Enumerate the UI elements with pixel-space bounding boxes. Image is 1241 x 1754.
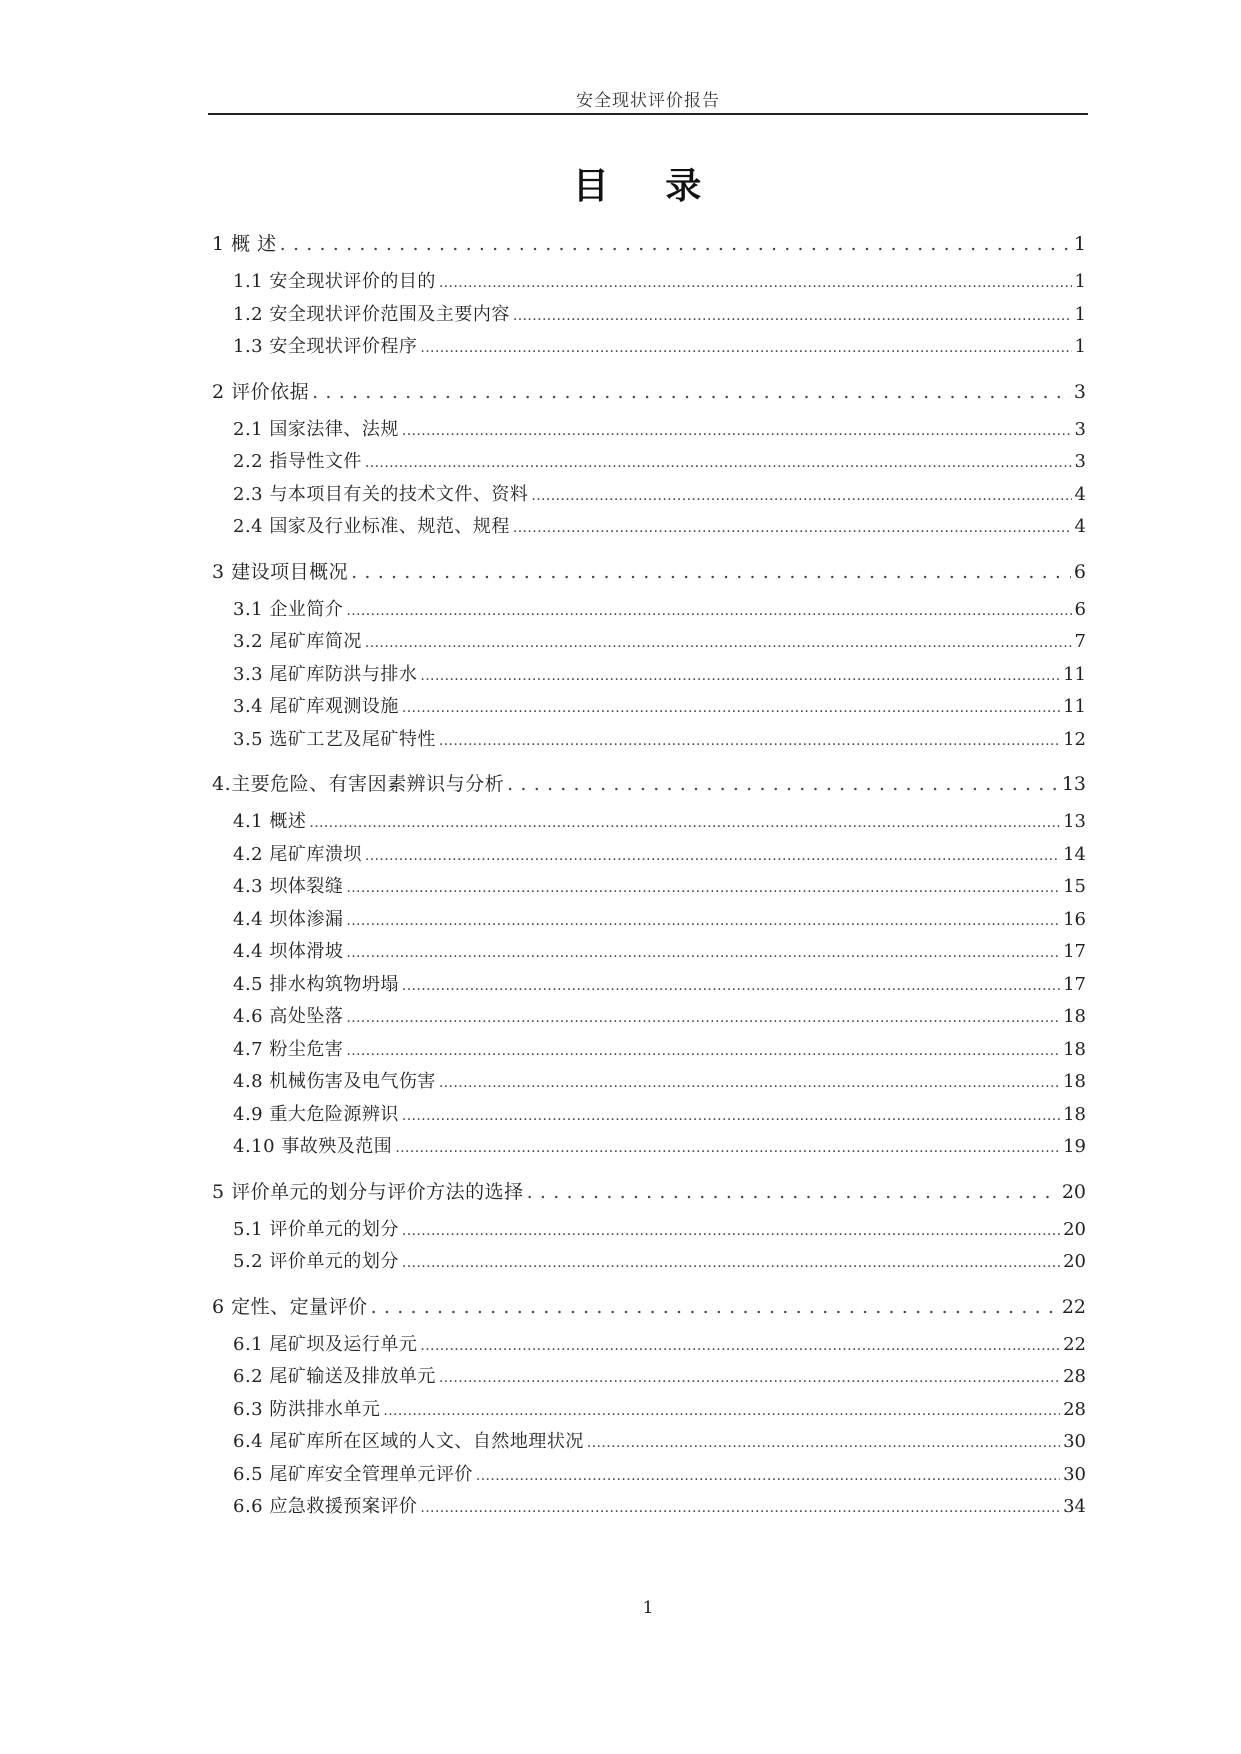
toc-entry-page: 6 <box>1073 560 1086 583</box>
dot-leader <box>371 1291 1059 1323</box>
toc-section-entry[interactable] <box>212 479 1086 512</box>
dot-leader <box>439 724 1060 758</box>
toc-entry-label: 2 评价依据 <box>212 380 310 403</box>
toc-entry-label: 6.1 尾矿坝及运行单元 <box>233 1333 418 1355</box>
dot-leader <box>365 626 1072 660</box>
toc-entry-page: 12 <box>1063 728 1086 750</box>
toc-entry-page: 6 <box>1074 598 1086 620</box>
toc-entry-page: 3 <box>1074 451 1086 472</box>
dot-leader <box>439 1066 1060 1100</box>
toc-entry-label: 4.1 概述 <box>233 811 307 832</box>
toc-section-entry[interactable] <box>212 299 1086 332</box>
toc-entry-label: 4.10 事故殃及范围 <box>233 1136 393 1157</box>
toc-entry-label: 6.5 尾矿库安全管理单元评价 <box>233 1463 473 1485</box>
toc-entry-page: 28 <box>1063 1398 1086 1420</box>
toc-title: 目 录 <box>572 166 724 207</box>
toc-section-entry[interactable] <box>212 511 1086 544</box>
dot-leader <box>346 871 1060 905</box>
toc-section-entry[interactable] <box>212 266 1086 299</box>
toc-entry-label: 4.5 排水构筑物坍塌 <box>233 973 399 995</box>
toc-entry-page: 20 <box>1063 1251 1086 1272</box>
toc-entry-page: 13 <box>1061 773 1086 795</box>
toc-section-entry[interactable] <box>212 936 1086 969</box>
toc-entry-page: 17 <box>1063 941 1086 962</box>
toc-entry-page: 22 <box>1063 1333 1086 1355</box>
toc-section-entry[interactable] <box>212 1034 1086 1067</box>
dot-leader <box>402 969 1060 1003</box>
toc-section-entry[interactable] <box>212 414 1086 447</box>
dot-leader <box>280 228 1071 260</box>
toc-entry-label: 5.2 评价单元的划分 <box>233 1251 399 1272</box>
toc-section-entry[interactable] <box>212 1131 1086 1164</box>
dot-leader <box>346 1034 1060 1068</box>
toc-section-entry[interactable] <box>212 1459 1086 1492</box>
dot-leader <box>395 1131 1060 1165</box>
toc-chapter-entry[interactable] <box>212 228 1086 260</box>
dot-leader <box>346 1001 1060 1035</box>
toc-entry-label: 3 建设项目概况 <box>212 560 349 583</box>
toc-entry-label: 1.1 安全现状评价的目的 <box>233 271 436 292</box>
dot-leader <box>439 1361 1060 1395</box>
toc-entry-label: 4.2 尾矿库溃坝 <box>233 843 362 865</box>
toc-entry-label: 2.1 国家法律、法规 <box>233 418 399 440</box>
toc-entry-page: 17 <box>1063 973 1086 995</box>
toc-section-entry[interactable] <box>212 1426 1086 1459</box>
toc-entry-label: 4.8 机械伤害及电气伤害 <box>233 1071 436 1092</box>
toc-entry-label: 3.1 企业简介 <box>233 598 344 620</box>
toc-entry-page: 1 <box>1074 336 1086 357</box>
toc-entry-label: 3.5 选矿工艺及尾矿特性 <box>233 728 436 750</box>
dot-leader <box>476 1459 1060 1493</box>
toc-entry-label: 6.4 尾矿库所在区域的人文、自然地理状况 <box>233 1431 584 1452</box>
toc-section-entry[interactable] <box>212 806 1086 839</box>
toc-entry-page: 18 <box>1063 1071 1086 1092</box>
toc-entry-page: 1 <box>1073 233 1086 255</box>
toc-section-entry[interactable] <box>212 1361 1086 1394</box>
toc-entry-page: 30 <box>1063 1431 1086 1452</box>
toc-entry-label: 4.4 坝体滑坡 <box>233 941 344 962</box>
toc-entry-label: 6.2 尾矿输送及排放单元 <box>233 1366 436 1387</box>
toc-entry-page: 34 <box>1063 1496 1086 1517</box>
dot-leader <box>346 594 1071 628</box>
toc-entry-label: 4.7 粉尘危害 <box>233 1038 344 1060</box>
toc-entry-label: 3.3 尾矿库防洪与排水 <box>233 663 418 685</box>
toc-section-entry[interactable] <box>212 626 1086 659</box>
toc-section-entry[interactable] <box>212 331 1086 364</box>
toc-entry-page: 4 <box>1074 516 1086 537</box>
dot-leader <box>587 1426 1060 1460</box>
toc-entry-page: 20 <box>1061 1180 1086 1203</box>
toc-entry-page: 4 <box>1074 483 1086 505</box>
toc-section-entry[interactable] <box>212 1329 1086 1362</box>
toc-chapter-entry[interactable] <box>212 1176 1086 1208</box>
toc-entry-page: 11 <box>1063 663 1086 685</box>
dot-leader <box>309 806 1060 840</box>
dot-leader <box>402 1099 1060 1133</box>
toc-section-entry[interactable] <box>212 1066 1086 1099</box>
toc-section-entry[interactable] <box>212 1099 1086 1132</box>
toc-entry-page: 13 <box>1063 811 1086 832</box>
toc-chapter-entry[interactable] <box>212 1291 1086 1323</box>
toc-entry-page: 14 <box>1063 843 1086 865</box>
toc-entry-label: 6.6 应急救援预案评价 <box>233 1496 418 1517</box>
toc-section-entry[interactable] <box>212 1001 1086 1034</box>
toc-entry-page: 3 <box>1073 380 1086 403</box>
dot-leader <box>420 331 1071 365</box>
toc-section-entry[interactable] <box>212 691 1086 724</box>
toc-entry-page: 30 <box>1063 1463 1086 1485</box>
toc-entry-label: 2.2 指导性文件 <box>233 451 362 472</box>
dot-leader <box>365 839 1060 873</box>
toc-section-entry[interactable] <box>212 1491 1086 1524</box>
toc-entry-label: 2.3 与本项目有关的技术文件、资料 <box>233 483 529 505</box>
toc-entry-label: 3.2 尾矿库简况 <box>233 631 362 652</box>
toc-entry-label: 1.3 安全现状评价程序 <box>233 336 418 357</box>
toc-entry-page: 16 <box>1063 908 1086 930</box>
toc-section-entry[interactable] <box>212 1246 1086 1279</box>
toc-entry-label: 1 概 述 <box>212 233 277 255</box>
dot-leader <box>402 691 1060 725</box>
toc-section-entry[interactable] <box>212 871 1086 904</box>
toc-section-entry[interactable] <box>212 839 1086 872</box>
toc-entry-page: 3 <box>1074 418 1086 440</box>
dot-leader <box>365 446 1072 480</box>
dot-leader <box>420 1491 1060 1525</box>
toc-entry-page: 18 <box>1063 1006 1086 1027</box>
toc-entry-label: 4.9 重大危险源辨识 <box>233 1103 399 1125</box>
dot-leader <box>402 1214 1060 1248</box>
toc-entry-page: 22 <box>1061 1295 1086 1318</box>
toc-entry-label: 5 评价单元的划分与评价方法的选择 <box>212 1180 524 1203</box>
toc-entry-page: 11 <box>1063 696 1086 717</box>
toc-entry-label: 1.2 安全现状评价范围及主要内容 <box>233 303 510 325</box>
toc-entry-page: 19 <box>1063 1136 1086 1157</box>
toc-entry-page: 7 <box>1074 631 1086 652</box>
dot-leader <box>527 1176 1059 1208</box>
toc-entry-label: 4.主要危险、有害因素辨识与分析 <box>212 773 505 795</box>
dot-leader <box>531 479 1071 513</box>
toc-section-entry[interactable] <box>212 1214 1086 1247</box>
dot-leader <box>383 1394 1060 1428</box>
toc-entry-page: 1 <box>1074 303 1086 325</box>
dot-leader <box>346 936 1060 970</box>
toc-chapter-entry[interactable] <box>212 556 1086 588</box>
toc-entry-label: 5.1 评价单元的划分 <box>233 1218 399 1240</box>
toc-entry-label: 4.3 坝体裂缝 <box>233 876 344 897</box>
toc-section-entry[interactable] <box>212 659 1086 692</box>
dot-leader <box>513 511 1072 545</box>
dot-leader <box>346 904 1060 938</box>
toc-entry-label: 6.3 防洪排水单元 <box>233 1398 381 1420</box>
dot-leader <box>507 768 1059 800</box>
toc-section-entry[interactable] <box>212 1394 1086 1427</box>
toc-entry-label: 4.4 坝体渗漏 <box>233 908 344 930</box>
dot-leader <box>420 659 1060 693</box>
toc-entry-page: 15 <box>1063 876 1086 897</box>
toc-entry-label: 3.4 尾矿库观测设施 <box>233 696 399 717</box>
dot-leader <box>402 1246 1060 1280</box>
toc-entry-page: 28 <box>1063 1366 1086 1387</box>
table-of-contents <box>212 228 1086 1524</box>
toc-section-entry[interactable] <box>212 724 1086 757</box>
page-number: 1 <box>642 1598 654 1618</box>
toc-section-entry[interactable] <box>212 594 1086 627</box>
toc-entry-page: 1 <box>1074 271 1086 292</box>
toc-entry-label: 4.6 高处坠落 <box>233 1006 344 1027</box>
toc-chapter-entry[interactable] <box>212 768 1086 800</box>
header-rule <box>208 113 1088 115</box>
dot-leader <box>312 376 1071 408</box>
toc-section-entry[interactable] <box>212 904 1086 937</box>
dot-leader <box>513 299 1072 333</box>
running-header: 安全现状评价报告 <box>576 91 720 111</box>
toc-entry-label: 6 定性、定量评价 <box>212 1295 368 1318</box>
toc-entry-page: 18 <box>1063 1103 1086 1125</box>
toc-entry-label: 2.4 国家及行业标准、规范、规程 <box>233 516 510 537</box>
dot-leader <box>420 1329 1060 1363</box>
toc-section-entry[interactable] <box>212 969 1086 1002</box>
toc-chapter-entry[interactable] <box>212 376 1086 408</box>
dot-leader <box>351 556 1071 588</box>
toc-entry-page: 20 <box>1063 1218 1086 1240</box>
toc-section-entry[interactable] <box>212 446 1086 479</box>
dot-leader <box>439 266 1072 300</box>
toc-entry-page: 18 <box>1063 1038 1086 1060</box>
dot-leader <box>402 414 1072 448</box>
